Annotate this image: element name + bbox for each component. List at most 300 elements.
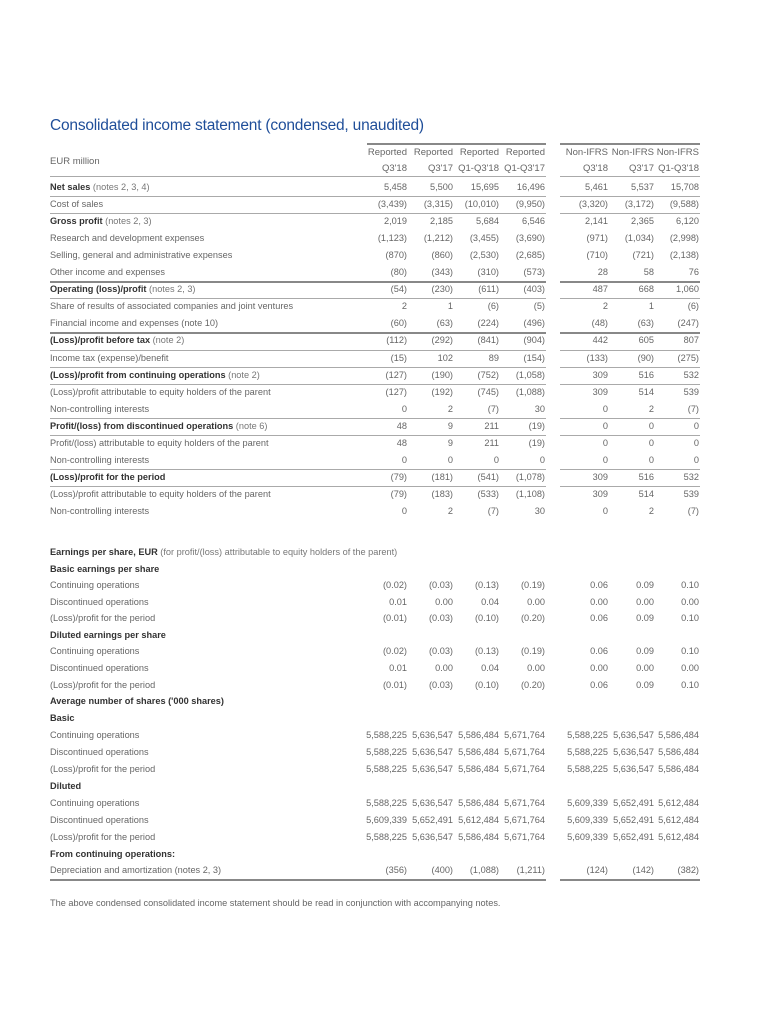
cell-value: 516: [638, 472, 654, 482]
cell-value: (79): [390, 472, 407, 482]
cell-value: 5,636,547: [412, 747, 453, 757]
row-label: [50, 812, 149, 829]
cell-value: 0.10: [681, 613, 699, 623]
cell-value: (1,212): [423, 233, 453, 243]
cell-value: (356): [385, 865, 407, 875]
cell-value: 0.10: [681, 646, 699, 656]
cell-value: 0: [401, 404, 407, 414]
cell-value: 2: [648, 506, 654, 516]
cell-value: 532: [683, 370, 699, 380]
cell-value: (745): [477, 387, 499, 397]
row-label: [50, 744, 149, 761]
cell-value: 539: [683, 387, 699, 397]
cell-value: 0.09: [636, 646, 654, 656]
row-label-text: Basic earnings per share: [50, 564, 160, 574]
cell-value: (0.13): [474, 646, 499, 656]
cell-value: 807: [683, 335, 699, 345]
cell-value: (0.19): [520, 580, 545, 590]
cell-value: 5,671,764: [504, 815, 545, 825]
cell-value: (3,439): [377, 199, 407, 209]
cell-value: (7): [687, 404, 699, 414]
table-row: [50, 660, 710, 677]
cell-value: (0.03): [428, 680, 453, 690]
cell-value: (90): [637, 353, 654, 363]
cell-value: (0.19): [520, 646, 545, 656]
table-row: [50, 577, 710, 594]
table-rule: [560, 213, 700, 214]
cell-value: (10,010): [464, 199, 499, 209]
cell-value: 0: [602, 455, 608, 465]
cell-value: 0: [447, 455, 453, 465]
row-label-text: Continuing operations: [50, 730, 140, 740]
cell-value: 0.06: [590, 580, 608, 590]
cell-value: (0.03): [428, 613, 453, 623]
table-row: [50, 643, 710, 660]
table-row: [50, 332, 710, 349]
cell-value: 5,588,225: [366, 798, 407, 808]
cell-value: 5,609,339: [567, 832, 608, 842]
table-row: [50, 196, 710, 213]
cell-value: 5,636,547: [412, 798, 453, 808]
row-label-text: Income tax (expense)/benefit: [50, 353, 169, 363]
row-label: [50, 778, 81, 795]
row-label-text: Other income and expenses: [50, 267, 165, 277]
cell-value: 0: [648, 421, 654, 431]
cell-value: 0.00: [527, 597, 545, 607]
cell-value: (403): [523, 284, 545, 294]
cell-value: (533): [477, 489, 499, 499]
row-label: [50, 332, 184, 349]
table-row: [50, 610, 710, 627]
table-row: [50, 179, 710, 196]
cell-value: 0.09: [636, 580, 654, 590]
cell-value: (1,088): [469, 865, 499, 875]
table-rule: [560, 176, 700, 177]
cell-value: (2,530): [469, 250, 499, 260]
table-row: [50, 862, 710, 879]
table-rule: [50, 367, 546, 368]
cell-value: (0.13): [474, 580, 499, 590]
row-label: [50, 281, 196, 298]
cell-value: 5,461: [585, 182, 608, 192]
column-header-basis: Reported: [459, 147, 499, 158]
cell-value: 5,671,764: [504, 832, 545, 842]
cell-value: (19): [528, 438, 545, 448]
cell-value: 5,684: [476, 216, 499, 226]
cell-value: (0.10): [474, 613, 499, 623]
column-header-period: Q1-Q3'18: [658, 163, 699, 174]
table-rule: [50, 350, 546, 351]
cell-value: 5,652,491: [613, 798, 654, 808]
table-rule: [50, 332, 546, 334]
row-label-text: Net sales: [50, 182, 91, 192]
cell-value: (0.03): [428, 580, 453, 590]
column-header-period: Q1-Q3'17: [504, 163, 545, 174]
table-row: [50, 627, 710, 644]
cell-value: 1: [447, 301, 453, 311]
table-rule: [50, 486, 546, 487]
column-header-basis: Non-IFRS: [611, 147, 654, 158]
column-header: [639, 145, 699, 177]
cell-value: 5,588,225: [567, 730, 608, 740]
row-label-text: Non-controlling interests: [50, 455, 150, 465]
table-row: [50, 281, 710, 298]
cell-value: (15): [390, 353, 407, 363]
table-rule: [50, 281, 546, 283]
cell-value: 2: [447, 404, 453, 414]
cell-value: 5,671,764: [504, 798, 545, 808]
column-header-basis: Reported: [367, 147, 407, 158]
row-label-text: Operating (loss)/profit: [50, 284, 147, 294]
cell-value: (400): [431, 865, 453, 875]
cell-value: 30: [534, 506, 545, 516]
table-rule: [367, 143, 546, 145]
table-rule: [560, 196, 700, 197]
cell-value: (710): [586, 250, 608, 260]
cell-value: (1,123): [377, 233, 407, 243]
row-label-text: (Loss)/profit for the period: [50, 472, 166, 482]
row-label: [50, 829, 155, 846]
row-label: [50, 196, 103, 213]
cell-value: 309: [592, 370, 608, 380]
cell-value: 309: [592, 387, 608, 397]
cell-value: 9: [447, 421, 453, 431]
cell-value: 5,612,484: [458, 815, 499, 825]
column-header: [485, 145, 545, 177]
row-label-text: (Loss)/profit for the period: [50, 680, 156, 690]
cell-value: (7): [687, 506, 699, 516]
row-label-text: Discontinued operations: [50, 663, 149, 673]
cell-value: (112): [386, 335, 407, 345]
row-label: [50, 503, 149, 520]
cell-value: 5,586,484: [458, 798, 499, 808]
table-row: [50, 677, 710, 694]
row-label: [50, 384, 271, 401]
cell-value: 0: [648, 438, 654, 448]
cell-value: 516: [638, 370, 654, 380]
cell-value: 2: [447, 506, 453, 516]
cell-value: 5,537: [631, 182, 654, 192]
table-row: [50, 744, 710, 761]
row-label: [50, 213, 152, 230]
row-label-text: Continuing operations: [50, 646, 140, 656]
cell-value: (382): [677, 865, 699, 875]
table-row: [50, 213, 710, 230]
cell-value: 487: [592, 284, 608, 294]
row-label-text: Cost of sales: [50, 199, 104, 209]
cell-value: 0: [602, 506, 608, 516]
cell-value: 0: [693, 455, 699, 465]
table-rule: [560, 418, 700, 419]
cell-value: 0.01: [389, 597, 407, 607]
unit-label: EUR million: [50, 156, 100, 167]
row-label: [50, 862, 221, 879]
table-row: [50, 367, 710, 384]
cell-value: 58: [643, 267, 654, 277]
cell-value: 48: [396, 438, 407, 448]
cell-value: (1,088): [515, 387, 545, 397]
table-row: [50, 503, 710, 520]
row-label-text: Continuing operations: [50, 798, 140, 808]
cell-value: 15,695: [470, 182, 499, 192]
row-note: (note 6): [233, 421, 268, 431]
row-label-text: Discontinued operations: [50, 747, 149, 757]
row-label: [50, 677, 155, 694]
table-rule: [560, 486, 700, 487]
cell-value: 539: [683, 489, 699, 499]
cell-value: 102: [437, 353, 453, 363]
cell-value: 309: [592, 489, 608, 499]
cell-value: 0: [539, 455, 545, 465]
cell-value: 16,496: [516, 182, 545, 192]
cell-value: (3,690): [515, 233, 545, 243]
row-label: [50, 179, 150, 196]
cell-value: (541): [477, 472, 499, 482]
column-header-period: Q1-Q3'18: [458, 163, 499, 174]
cell-value: (0.20): [520, 680, 545, 690]
table-row: [50, 693, 710, 710]
cell-value: 5,609,339: [567, 815, 608, 825]
table-rule: [560, 350, 700, 351]
cell-value: (721): [632, 250, 654, 260]
cell-value: 0.00: [435, 663, 453, 673]
cell-value: 0: [648, 455, 654, 465]
row-label: [50, 452, 149, 469]
row-note: (note 2): [150, 335, 185, 345]
table-row: [50, 452, 710, 469]
row-label: [50, 435, 269, 452]
table-row: [50, 561, 710, 578]
row-label-text: Basic: [50, 713, 75, 723]
cell-value: 5,586,484: [658, 730, 699, 740]
table-row: [50, 418, 710, 435]
row-label: [50, 315, 218, 332]
cell-value: 5,636,547: [613, 747, 654, 757]
cell-value: 5,636,547: [412, 764, 453, 774]
cell-value: 5,586,484: [458, 832, 499, 842]
cell-value: 0.00: [681, 663, 699, 673]
cell-value: (142): [632, 865, 654, 875]
cell-value: 0: [693, 421, 699, 431]
table-row: [50, 247, 710, 264]
row-label-text: Share of results of associated companies and joint ventures: [50, 301, 294, 311]
row-label: [50, 761, 155, 778]
row-label-text: Research and development expenses: [50, 233, 205, 243]
row-label: [50, 247, 232, 264]
cell-value: 0.10: [681, 580, 699, 590]
cell-value: 514: [638, 387, 654, 397]
cell-value: (343): [431, 267, 453, 277]
table-rule: [560, 384, 700, 385]
cell-value: (1,058): [515, 370, 545, 380]
document-title: Consolidated income statement (condensed, unaudited): [50, 117, 424, 134]
cell-value: (3,320): [578, 199, 608, 209]
column-header-period: Q3'17: [427, 163, 453, 174]
cell-value: 6,546: [522, 216, 545, 226]
cell-value: (0.20): [520, 613, 545, 623]
table-row: [50, 315, 710, 332]
cell-value: 2,141: [585, 216, 608, 226]
cell-value: 2: [648, 404, 654, 414]
cell-value: (611): [478, 284, 499, 294]
row-label: [50, 367, 260, 384]
cell-value: 2: [602, 301, 608, 311]
cell-value: (0.10): [474, 680, 499, 690]
cell-value: (310): [477, 267, 499, 277]
row-label: [50, 610, 155, 627]
row-label-text: Profit/(loss) from discontinued operations: [50, 421, 234, 431]
table-row: [50, 486, 710, 503]
cell-value: 76: [688, 267, 699, 277]
row-label: [50, 561, 159, 578]
cell-value: (7): [487, 506, 499, 516]
footnote: The above condensed consolidated income statement should be read in conjunction with accompanying notes.: [50, 898, 501, 908]
table-row: [50, 435, 710, 452]
cell-value: 5,458: [384, 182, 407, 192]
cell-value: (124): [586, 865, 608, 875]
cell-value: 0.04: [481, 597, 499, 607]
cell-value: 0: [602, 438, 608, 448]
cell-value: 0.06: [590, 613, 608, 623]
row-label-text: (Loss)/profit attributable to equity holders of the parent: [50, 387, 271, 397]
row-label: [50, 264, 165, 281]
cell-value: 5,586,484: [658, 747, 699, 757]
row-label-text: (Loss)/profit for the period: [50, 832, 156, 842]
cell-value: (2,998): [669, 233, 699, 243]
cell-value: (496): [523, 318, 545, 328]
cell-value: (1,108): [515, 489, 545, 499]
cell-value: 514: [638, 489, 654, 499]
cell-value: (9,950): [515, 199, 545, 209]
cell-value: 5,586,484: [458, 747, 499, 757]
table-row: [50, 727, 710, 744]
row-label-text: Discontinued operations: [50, 815, 149, 825]
row-label-text: Diluted earnings per share: [50, 630, 166, 640]
cell-value: (6): [487, 301, 499, 311]
cell-value: 0.00: [681, 597, 699, 607]
cell-value: 5,652,491: [613, 815, 654, 825]
cell-value: 0.00: [527, 663, 545, 673]
cell-value: (292): [431, 335, 453, 345]
cell-value: (3,315): [423, 199, 453, 209]
cell-value: (127): [385, 370, 407, 380]
cell-value: (1,034): [624, 233, 654, 243]
row-note: (notes 2, 3, 4): [90, 182, 150, 192]
row-label: [50, 298, 293, 315]
row-label-text: Non-controlling interests: [50, 506, 150, 516]
cell-value: 0.04: [481, 663, 499, 673]
row-label-text: (Loss)/profit for the period: [50, 764, 156, 774]
cell-value: (181): [431, 472, 453, 482]
cell-value: 5,588,225: [366, 730, 407, 740]
cell-value: 0.00: [636, 597, 654, 607]
cell-value: 1: [648, 301, 654, 311]
cell-value: 0: [602, 404, 608, 414]
cell-value: (870): [385, 250, 407, 260]
row-label-text: Discontinued operations: [50, 597, 149, 607]
row-label: [50, 401, 149, 418]
column-header-basis: Non-IFRS: [565, 147, 608, 158]
table-row: [50, 350, 710, 367]
row-label-text: (Loss)/profit before tax: [50, 335, 151, 345]
table-rule: [50, 213, 546, 214]
cell-value: 0.10: [681, 680, 699, 690]
cell-value: (971): [586, 233, 608, 243]
cell-value: 5,609,339: [567, 798, 608, 808]
cell-value: (2,685): [515, 250, 545, 260]
row-label-text: Diluted: [50, 781, 82, 791]
cell-value: 2,185: [430, 216, 453, 226]
column-header-period: Q3'18: [582, 163, 608, 174]
table-rule: [50, 469, 546, 470]
table-row: [50, 761, 710, 778]
cell-value: 532: [683, 472, 699, 482]
cell-value: 5,636,547: [613, 730, 654, 740]
cell-value: (0.01): [382, 680, 407, 690]
cell-value: (48): [591, 318, 608, 328]
table-rule: [50, 176, 546, 177]
row-label-text: Financial income and expenses (note 10): [50, 318, 219, 328]
cell-value: 2,365: [631, 216, 654, 226]
cell-value: 30: [534, 404, 545, 414]
cell-value: (5): [533, 301, 545, 311]
cell-value: (275): [677, 353, 699, 363]
cell-value: (19): [528, 421, 545, 431]
cell-value: 0.01: [389, 663, 407, 673]
table-rule: [50, 196, 546, 197]
table-rule: [50, 384, 546, 385]
cell-value: (3,172): [624, 199, 654, 209]
row-label-text: From continuing operations:: [50, 849, 176, 859]
cell-value: 5,636,547: [412, 832, 453, 842]
column-header-basis: Reported: [505, 147, 545, 158]
row-label-text: (Loss)/profit attributable to equity holders of the parent: [50, 489, 271, 499]
cell-value: 5,671,764: [504, 764, 545, 774]
row-label-text: (Loss)/profit for the period: [50, 613, 156, 623]
table-row: [50, 795, 710, 812]
cell-value: 5,652,491: [613, 832, 654, 842]
cell-value: 28: [597, 267, 608, 277]
eps-heading-text: Earnings per share, EUR: [50, 547, 158, 557]
row-label: [50, 418, 267, 435]
row-label-text: Gross profit: [50, 216, 103, 226]
row-label-text: Continuing operations: [50, 580, 140, 590]
cell-value: (7): [487, 404, 499, 414]
row-label: [50, 627, 166, 644]
cell-value: 5,636,547: [613, 764, 654, 774]
cell-value: (6): [687, 301, 699, 311]
row-label: [50, 577, 139, 594]
cell-value: 9: [447, 438, 453, 448]
cell-value: (841): [477, 335, 499, 345]
cell-value: 211: [484, 438, 499, 448]
cell-value: 0: [401, 506, 407, 516]
cell-value: 5,612,484: [658, 832, 699, 842]
cell-value: 5,636,547: [412, 730, 453, 740]
row-note: (note 2): [225, 370, 260, 380]
cell-value: 5,586,484: [658, 764, 699, 774]
cell-value: (860): [431, 250, 453, 260]
cell-value: 1,060: [676, 284, 699, 294]
table-rule: [560, 879, 700, 881]
cell-value: 0: [493, 455, 499, 465]
column-header-period: Q3'18: [381, 163, 407, 174]
cell-value: (0.03): [428, 646, 453, 656]
table-rule: [50, 298, 546, 299]
cell-value: 605: [638, 335, 654, 345]
row-note: (notes 2, 3): [146, 284, 196, 294]
cell-value: (80): [390, 267, 407, 277]
